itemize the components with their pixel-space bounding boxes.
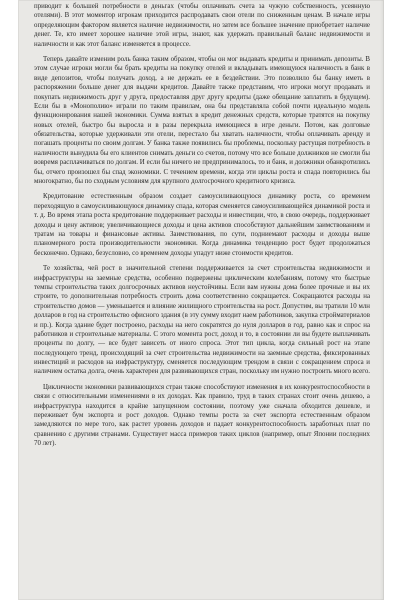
paragraph-bank-lending: Теперь давайте изменим роль банка таким образом, чтобы он мог выдавать кредиты и принимать депозиты. В этом случае игроки могли бы брать кредиты на покупку отелей и вкладывать имеющуюся наличность в банк в виде депозитов, чтобы получать доход, а не держать ее в бездействии. Это позволило бы банку иметь в распоряжении больше денег для выдачи кредитов. Давайте также представим, что игроки могут продавать и покупать недвижимость друг у друга, предоставляя друг другу кредиты (даже обещание заплатить в будущем). Если бы в «Монополию» играли по таким правилам, она бы представляла собой почти идеальную модель функционирования нашей экономики. Сумма взятых в кредит денежных средств, которые тратятся на покупку новых отелей, быстро бы выросла и в разы перекрыла имеющиеся в игре деньги. Потом, как долговые обязательства, которые удерживали эти отели, перестало бы хватать наличности, чтобы оплачивать аренду и погашать проценты по своим долгам. У банка также появились бы проблемы, поскольку растущая потребность в наличности вынудила бы его клиентов снимать деньги со счетов, потому что все больше должников не смогли бы вовремя расплачиваться по долгам. И если бы ничего не предпринималось, то и банк, и должники обанкротились бы, отчего произошел бы спад экономики. С течением времени, когда эти циклы роста и спада повторились бы многократно, бы по сходным условиям для крупного долгосрочного кредитного кризиса. [34, 55, 370, 186]
paragraph-construction-cycles: Те хозяйства, чей рост в значительной степени поддерживается за счет строительства недвижимости и инфраструктуры на заемные средства, особенно подвержены циклическим колебаниям, потому что быстрые темпы строительства таких долгосрочных активов неустойчивы. Если вам нужны дома более прочные и вы их строите, то дополнительная потребность строить дома соответственно сокращается. Сокращаются расходы на строительство домов — уменьшается и влияние жилищного строительства на рост. Допустим, вы тратили 10 млн долларов в год на строительство офисного здания (в эту сумму входит наем работников, закупка стройматериалов и пр.). Когда здание будет построено, расходы на него сократятся до нуля долларов в год, равно как и спрос на работников и строительные материалы. С этого момента рост, доход и то, в состоянии ли вы будете выплачивать проценты по долгу, — все будет зависеть от иного спроса. Этот тип цикла, когда сильный рост на этапе последующего тренд, происходящий за счет строительства недвижимости на заемные средства, фиксированных инвестиций и расходов на инфраструктуру, сменяется последующим трендом в связи с сокращением спроса и наличием остатка долга, очень характерен для развивающихся стран, поскольку им нужно построить много всего. [34, 265, 371, 376]
document-body [34, 2, 370, 451]
paragraph-developing-economies: Цикличности экономики развивающихся стран также способствуют изменения в их конкурентоспособности в связи с относительными изменениями в их доходах. Как правило, труд в таких странах стоит очень дешево, а инфраструктура находится в крайне запущенном состоянии, поэтому уже сначала обходится дешевле, и переживает бум экспорта и рост доходов. Однако темпы роста за счет экспорта естественным образом замедляются по мере того, как растет уровень доходов и падает конкурентоспособность заработных плат по сравнению с другими странами. Существует масса примеров таких циклов (например, опыт Японии последних 70 лет). [34, 383, 370, 448]
paragraph-monopoly-cash: приводит к большей потребности в деньгах (чтобы оплачивать счета за чужую собственность, усеянную отелями). В этот моментор игрокам приходится распродавать свои отели по сниженным ценам. В начале игры определяющим фактором является наличие недвижимости, но затем все большее значение приобретает наличие денег. Те, кто имеет хорошее наличие этой игры, знают, как удержать правильный баланс недвижимости и наличности и как этот баланс изменяется в процессе. [34, 3, 370, 48]
page-edge-shadow [380, 0, 384, 600]
paragraph-credit-dynamics: Кредитование естественным образом создает самоусиливающуюся динамику роста, со временем переходящую в самоусиливающуюся динамику спада, которая сменяется самоусиливающейся динамикой роста и т. д. Во время этапа роста кредитование поддерживает расходы и инвестиции, что, в свою очередь, поддерживает доходы и цену активов; увеличивающиеся доходы и цена активов способствуют дальнейшим заимствованиям и тратам на товары и финансовые активы. Заимствования, по сути, подниемают расходы и доходы выше планомерного роста производительности экономики. Когда динамика тенденцию рост будет продолжаться бесконечно. Однако, безусловно, со временем доходы упадут ниже стоимости кредитов. [34, 193, 370, 257]
